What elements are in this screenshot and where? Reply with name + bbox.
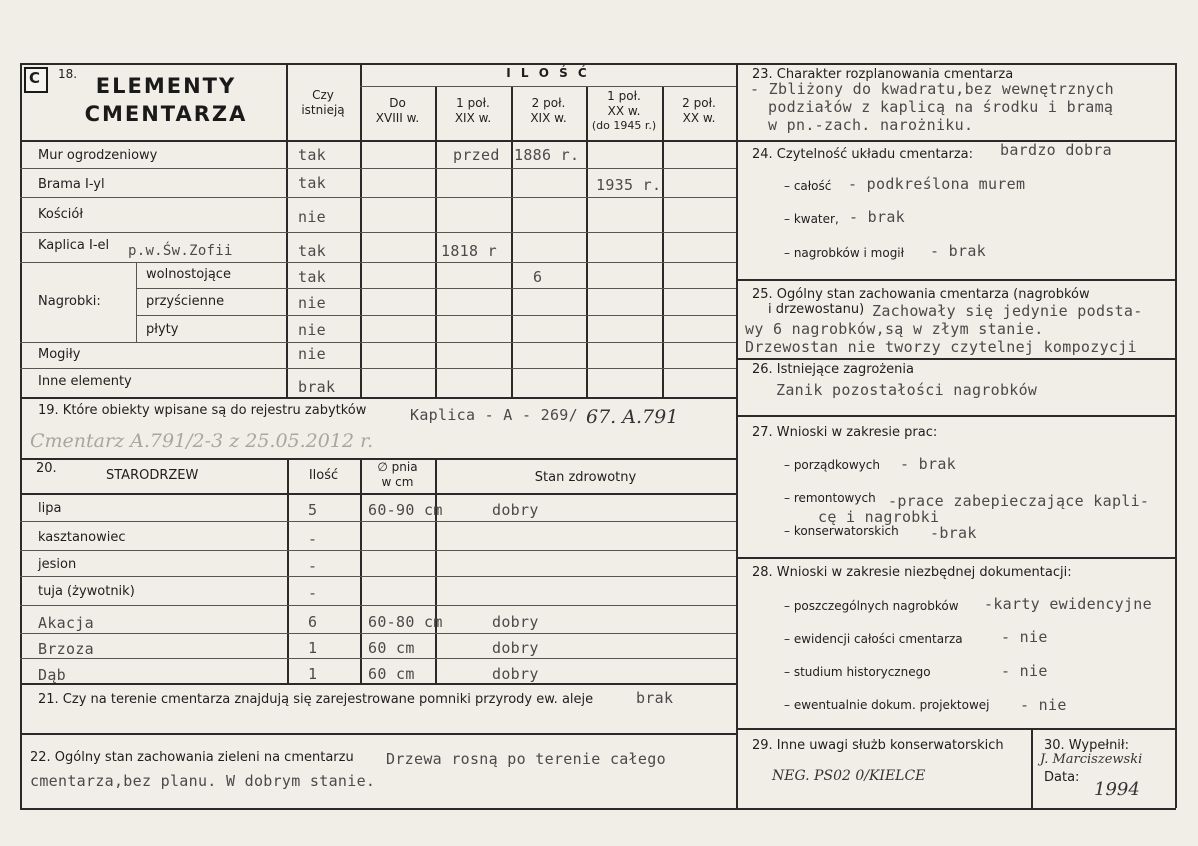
row-wolno-c3: 6 (533, 268, 543, 286)
q29-note: NEG. PS02 0/KIELCE (772, 768, 926, 784)
row-brama-exists: tak (298, 174, 326, 192)
section-number: 18. (58, 67, 78, 81)
q23-label: 23. Charakter rozplanowania cmentarza (752, 67, 1014, 82)
tree-name: Brzoza (38, 640, 94, 658)
row-kaplica-exists: tak (298, 242, 326, 260)
col-19a-sub: XIX w. (454, 111, 492, 125)
q24-nagrobkow-label: – nagrobków i mogił (784, 246, 905, 260)
row-label-plyty: płyty (146, 322, 179, 337)
q24-answer: bardzo dobra (1000, 141, 1112, 159)
q21-label: 21. Czy na terenie cmentarza znajdują się zarejestrowane pomniki przyrody ew. aleje (38, 692, 594, 707)
q22-label: 22. Ogólny stan zachowania zieleni na cmentarzu (30, 750, 354, 765)
col-19a: 1 poł. (456, 96, 490, 110)
tree-qty: 1 (308, 665, 318, 683)
q25-answer-line3: Drzewostan nie tworzy czytelnej kompozycji (745, 338, 1137, 356)
row-label-kaplica: Kaplica I-el (38, 238, 110, 253)
tree-state: dobry (492, 639, 539, 657)
row-plyty-exists: nie (298, 321, 326, 339)
tree-name: kasztanowiec (38, 530, 126, 545)
tree-diameter: 60 cm (368, 665, 415, 683)
tree-name: tuja (żywotnik) (38, 584, 135, 599)
q24-calosc-answer: - podkreślona murem (848, 175, 1026, 193)
tree-qty: 6 (308, 613, 318, 631)
q30-date-label: Data: (1044, 770, 1080, 785)
q27-rem-label: – remontowych (784, 491, 876, 505)
row-label-wolno: wolnostojące (146, 267, 231, 282)
tree-name: lipa (38, 501, 62, 516)
tree-diameter: 60-80 cm (368, 613, 443, 631)
q22-answer-line1: Drzewa rosną po terenie całego (386, 750, 666, 768)
q27-rem-answer-line1: -prace zabepieczające kapli- (888, 492, 1150, 510)
q28-label: 28. Wnioski w zakresie niezbędnej dokumentacji: (752, 565, 1072, 580)
col-20a-sub: XX w. (607, 104, 641, 118)
tree-diameter: 60-90 cm (368, 501, 443, 519)
col-exists-l2: istnieją (301, 103, 345, 117)
trees-number: 20. (36, 461, 57, 476)
q28-item2-label: – ewidencji całości cmentarza (784, 632, 963, 646)
row-label-mur: Mur ogrodzeniowy (38, 148, 158, 163)
q19-label: 19. Które obiekty wpisane są do rejestru zabytków (38, 403, 367, 418)
trees-col-qty: Ilość (308, 468, 339, 483)
col-pre18: Do (389, 96, 406, 110)
q19-typed: Kaplica - A - 269/ (410, 406, 578, 424)
q24-label: 24. Czytelność układu cmentarza: (752, 147, 974, 162)
tree-name: jesion (38, 557, 77, 572)
q23-line3: w pn.-zach. narożniku. (768, 116, 974, 134)
q19-handwritten: 67. A.791 (586, 406, 679, 428)
col-20a: 1 poł. (607, 89, 641, 103)
col-pre18-sub: XVIII w. (375, 111, 420, 125)
q27-rem-answer-line2: cę i nagrobki (818, 508, 940, 526)
row-brama-c4: 1935 r. (596, 176, 662, 194)
q25-label-line2: i drzewostanu) (768, 302, 865, 317)
tree-qty: 5 (308, 501, 318, 519)
row-mur-c3: 1886 r. (514, 146, 580, 164)
row-przy-exists: nie (298, 294, 326, 312)
q30-label: 30. Wypełnił: (1044, 738, 1129, 753)
section-letter: C (29, 69, 41, 87)
q28-item3-label: – studium historycznego (784, 665, 931, 679)
tree-name: Akacja (38, 614, 94, 632)
q28-item4-answer: - nie (1020, 696, 1067, 714)
tree-qty: - (308, 584, 318, 602)
q27-kons-label: – konserwatorskich (784, 524, 899, 538)
tree-state: dobry (492, 501, 539, 519)
tree-diameter: 60 cm (368, 639, 415, 657)
row-mogily-exists: nie (298, 345, 326, 363)
q28-item4-label: – ewentualnie dokum. projektowej (784, 698, 990, 712)
row-kosciol-exists: nie (298, 208, 326, 226)
q27-porz-label: – porządkowych (784, 458, 880, 472)
trees-col-dia-sub: w cm (381, 475, 414, 489)
q19-faint-note: Cmentarz A.791/2-3 z 25.05.2012 r. (30, 430, 374, 452)
q28-item1-label: – poszczególnych nagrobków (784, 599, 959, 613)
tree-state: dobry (492, 665, 539, 683)
col-20b-sub: XX w. (682, 111, 716, 125)
col-19b: 2 poł. (531, 96, 566, 110)
row-label-kosciol: Kościół (38, 207, 84, 222)
trees-title: STARODRZEW (106, 468, 199, 483)
q27-label: 27. Wnioski w zakresie prac: (752, 425, 938, 440)
q25-answer-line1: Zachowały się jedynie podsta- (872, 302, 1143, 320)
q24-calosc-label: – całość (784, 179, 832, 193)
q24-nagrobkow-answer: - brak (930, 242, 986, 260)
q25-label-line1: 25. Ogólny stan zachowania cmentarza (nagrobków (752, 287, 1090, 302)
col-19b-sub: XIX w. (530, 111, 567, 125)
tree-qty: - (308, 557, 318, 575)
trees-col-dia: ∅ pnia (377, 460, 418, 474)
q21-answer: brak (636, 689, 674, 707)
tree-qty: - (308, 530, 318, 548)
q30-date: 1994 (1094, 779, 1140, 800)
page-title-line1: ELEMENTY (95, 74, 237, 98)
col-20b: 2 poł. (682, 96, 716, 110)
row-kaplica-note: p.w.Św.Zofii (128, 243, 233, 259)
row-mur-c2: przed (453, 146, 500, 164)
q28-item1-answer: -karty ewidencyjne (984, 595, 1152, 613)
tree-state: dobry (492, 613, 539, 631)
col-quantity-header: I L O Ś Ć (506, 66, 590, 80)
row-label-mogily: Mogiły (38, 347, 81, 362)
q22-answer-line2: cmentarza,bez planu. W dobrym stanie. (30, 772, 376, 790)
q23-line1: - Zbliżony do kwadratu,bez wewnętrznych (750, 80, 1114, 98)
q26-answer: Zanik pozostałości nagrobków (776, 381, 1038, 399)
row-inne-exists: brak (298, 378, 336, 396)
trees-col-state: Stan zdrowotny (534, 470, 637, 485)
page-title-line2: CMENTARZA (84, 102, 248, 126)
row-label-przy: przyścienne (146, 294, 225, 309)
q28-item3-answer: - nie (1001, 662, 1048, 680)
col-exists-l1: Czy (312, 88, 334, 102)
q24-kwater-answer: - brak (849, 208, 905, 226)
q25-answer-line2: wy 6 nagrobków,są w złym stanie. (745, 320, 1044, 338)
row-kaplica-c2: 1818 r (441, 242, 497, 260)
row-mur-exists: tak (298, 146, 326, 164)
col-20a-note: (do 1945 r.) (591, 119, 657, 132)
q24-kwater-label: – kwater, (784, 212, 839, 226)
q27-porz-answer: - brak (900, 455, 956, 473)
q28-item2-answer: - nie (1001, 628, 1048, 646)
tree-name: Dąb (38, 666, 66, 684)
row-label-nagrobki: Nagrobki: (38, 294, 101, 309)
q23-line2: podziałów z kaplicą na środku i bramą (768, 98, 1114, 116)
row-wolno-exists: tak (298, 268, 326, 286)
row-label-inne: Inne elementy (38, 374, 132, 389)
row-label-brama: Brama I-yl (38, 177, 105, 192)
tree-qty: 1 (308, 639, 318, 657)
q27-kons-answer: -brak (930, 524, 977, 542)
q30-signature: J. Marciszewski (1040, 752, 1143, 767)
q29-label: 29. Inne uwagi służb konserwatorskich (752, 738, 1004, 753)
q26-label: 26. Istniejące zagrożenia (752, 362, 914, 377)
